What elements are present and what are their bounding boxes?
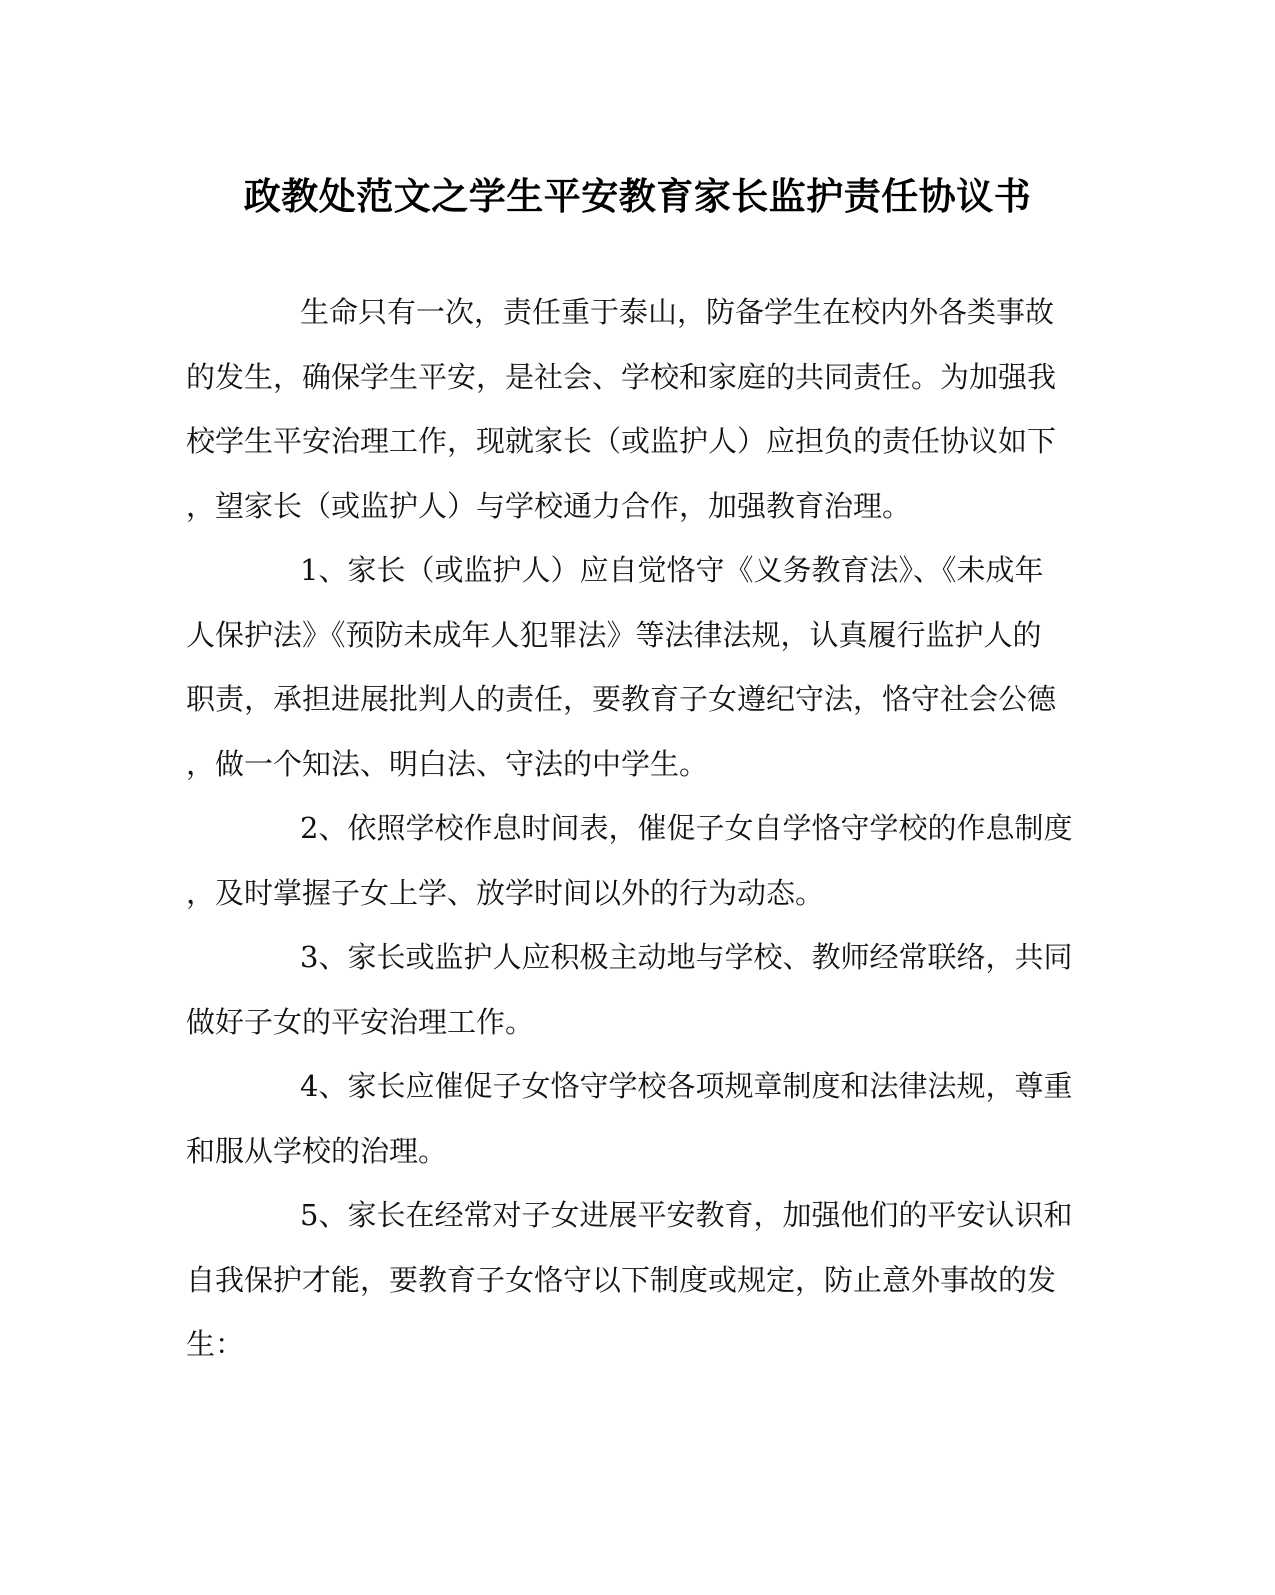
text-line: 做好子女的平安治理工作。: [186, 1004, 535, 1039]
text-line: 自我保护才能，要教育子女恪守以下制度或规定，防止意外事故的发: [186, 1262, 1057, 1297]
text-line: ，及时掌握子女上学、放学时间以外的行为动态。: [186, 875, 825, 910]
text-line: 2、依照学校作息时间表，催促子女自学恪守学校的作息制度: [300, 811, 1073, 845]
text-line: 职责，承担进展批判人的责任，要教育子女遵纪守法，恪守社会公德: [186, 682, 1057, 716]
document-body: [186, 280, 1073, 1377]
text-line: 4、家长应催促子女恪守学校各项规章制度和法律法规，尊重: [300, 1069, 1073, 1103]
text-line: 人保护法》《预防未成年人犯罪法》等法律法规，认真履行监护人的: [186, 617, 1042, 652]
text-line: 的发生，确保学生平安，是社会、学校和家庭的共同责任。为加强我: [186, 359, 1057, 394]
text-line: 和服从学校的治理。: [186, 1133, 448, 1168]
text-line: 校学生平安治理工作，现就家长（或监护人）应担负的责任协议如下: [186, 424, 1057, 458]
text-line: ，做一个知法、明白法、守法的中学生。: [186, 746, 709, 781]
text-line: ，望家长（或监护人）与学校通力合作，加强教育治理。: [186, 488, 912, 523]
text-line: 1、家长（或监护人）应自觉恪守《义务教育法》、《未成年: [300, 553, 1044, 587]
text-line: 5、家长在经常对子女进展平安教育，加强他们的平安认识和: [300, 1198, 1073, 1232]
text-line: 生命只有一次，责任重于泰山，防备学生在校内外各类事故: [300, 295, 1055, 329]
text-line: 3、家长或监护人应积极主动地与学校、教师经常联络，共同: [300, 940, 1073, 974]
document-title: 政教处范文之学生平安教育家长监护责任协议书: [243, 174, 1032, 218]
text-line: 生：: [186, 1327, 245, 1361]
